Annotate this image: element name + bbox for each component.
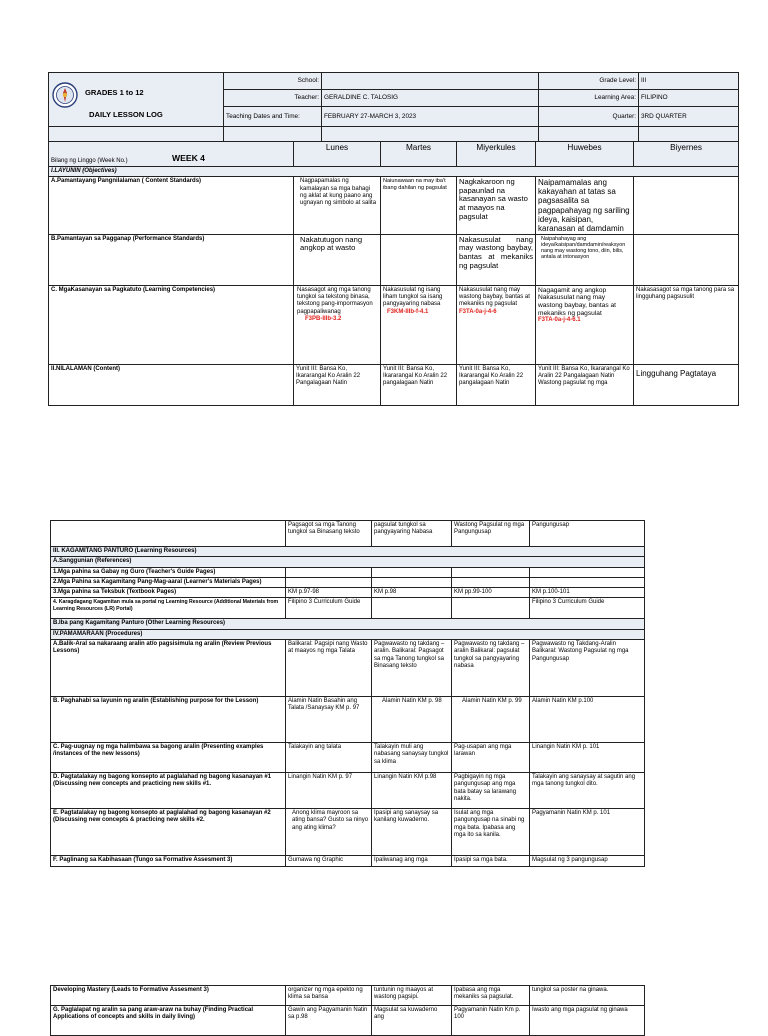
dll-label: DAILY LESSON LOG	[89, 110, 163, 119]
cell-huwebes	[530, 577, 645, 587]
cell-lunes: Balikaral: Pagsipi nang Wasto at maayos ng mga Talata	[286, 640, 372, 697]
cell-lunes: Anong klima mayroon sa ating bansa? Gusto sa ninyo ang ating klima?	[286, 809, 372, 856]
school-label: School:	[224, 73, 322, 90]
cell-lunes: Linangin Natin KM p. 97	[286, 773, 372, 809]
row-label: E. Pagtatalakay ng bagong konsepto at paglalahad ng bagong kasanayan #2 (Discussing new concepts & practicing new skills #2.	[51, 809, 286, 856]
grade-level-label: Grade Level:	[539, 73, 639, 90]
cell-huwebes	[530, 567, 645, 577]
row-label: D. Pagtatalakay ng bagong konsepto at paglalahad ng bagong kasanayan #1 (Discussing new concepts and practicing new skills #1.	[51, 773, 286, 809]
teacher-label: Teacher:	[224, 90, 322, 107]
row-label: A.Pamantayang Pangnilalaman ( Content Standards)	[49, 177, 294, 235]
cell-text: Nakasasagot sa mga tanong para sa lingguhang pagsusulit	[636, 286, 735, 301]
row-label: C. MgaKasanayan sa Pagkatuto (Learning Competencies)	[49, 285, 294, 364]
cell-miyerkules: KM pp.99-100	[452, 588, 530, 598]
cell-martes	[381, 285, 457, 364]
table-row	[51, 809, 645, 856]
cell-miyerkules	[452, 577, 530, 587]
row-label: F. Paglinang sa Kabihasaan (Tungo sa Formative Assesment 3)	[51, 856, 286, 867]
cell-martes: Alamin Natin KM p. 98	[372, 697, 452, 743]
cell-lunes: Talakayin ang talata	[286, 743, 372, 773]
cell-huwebes: Alamin Natin KM p.100	[530, 697, 645, 743]
cell-martes: KM p.98	[372, 588, 452, 598]
competency-code: F3TA-0a-j-4-6.1	[538, 317, 581, 324]
cell-miyerkules	[452, 598, 530, 619]
cell-miyerkules: Isulat ang mga pangungusap na sinabi ng mga bata. Ipabasa ang mga ito sa kanila.	[452, 809, 530, 856]
grade-level-value: III	[639, 73, 739, 90]
row-label: B. Paghahabi sa layunin ng aralin (Establishing purpose for the Lesson)	[51, 697, 286, 743]
cell-lunes	[286, 577, 372, 587]
cell-huwebes: Yunit III: Bansa Ko, Ikararangal Ko Aralin 22 Pangalagaan Natin Wastong pagsulat ng mga	[536, 364, 634, 405]
cell-lunes: Nakatutugon nang angkop at wasto	[294, 234, 381, 285]
cell-miyerkules	[457, 285, 536, 364]
cell-miyerkules: Alamin Natin KM p. 99	[452, 697, 530, 743]
cell-martes: Talakayin muli ang nabasang sanaysay tungkol sa klima	[372, 743, 452, 773]
cell-martes: Naiunawaan na may iba't ibang dahilan ng pagsulat	[381, 177, 457, 235]
table-row	[51, 577, 645, 587]
week-value: WEEK 4	[172, 153, 205, 163]
cell-lunes: Yunit III: Bansa Ko, Ikararangal Ko Aralin 22 Pangalagaan Natin	[294, 364, 381, 405]
cell-biyernes	[634, 234, 739, 285]
cell-lunes: Nagpapamalas ng kamalayan sa mga bahagi ng aklat at kung paano ang ugnayan ng simbolo at salita	[294, 177, 381, 235]
cell-martes	[381, 234, 457, 285]
header-block	[48, 72, 739, 144]
cell-huwebes: tungkol sa poster na ginawa.	[530, 986, 645, 1006]
cell-martes	[372, 577, 452, 587]
day-header-huwebes: Huwebes	[536, 142, 634, 167]
procedures-heading: IV.PAMAMARAAN (Procedures)	[51, 629, 645, 639]
cell-huwebes: Talakayin ang sanaysay at sagutin ang mga tanong tungkol dito.	[530, 773, 645, 809]
cell-huwebes: Pangungusap	[530, 521, 645, 547]
table-row	[49, 285, 739, 364]
other-resources-heading: B.Iba pang Kagamitang Panturo (Other Learning Resources)	[51, 619, 645, 629]
cell-huwebes: Magsulat ng 3 pangungusap	[530, 856, 645, 867]
cell-miyerkules: Wastong Pagsulat ng mga Pangungusap	[452, 521, 530, 547]
table-row	[51, 640, 645, 697]
cell-lunes: Gumawa ng Graphic	[286, 856, 372, 867]
cell-text: Nakasusulat ng isang liham tungkol sa isang pangyayaring nabasa	[383, 286, 443, 308]
row-label: Developing Mastery (Leads to Formative Assesment 3)	[51, 986, 286, 1006]
table-row	[51, 598, 645, 619]
objectives-heading: I.LAYUNIN (Objectives)	[49, 167, 739, 177]
references-heading: A.Sanggunian (References)	[51, 557, 645, 567]
cell-lunes: KM p.97-98	[286, 588, 372, 598]
cell-huwebes: Naipamamalas ang kakayahan at tatas sa pagsasalita sa pagpapahayag ng sariling ideya, kaisipan, karanasan at damdamin	[536, 177, 634, 235]
table-row	[51, 697, 645, 743]
cell-huwebes	[536, 285, 634, 364]
row-label: 3.Mga pahina sa Teksbuk (Textbook Pages)	[51, 588, 286, 598]
cell-martes: Magsulat sa kuwaderno ang	[372, 1006, 452, 1036]
table-row	[49, 364, 739, 405]
learning-area-value: FILIPINO	[639, 90, 739, 107]
cell-lunes: organizer ng mga epekto ng klima sa bansa	[286, 986, 372, 1006]
table-row	[51, 567, 645, 577]
cell-miyerkules: Yunit III: Bansa Ko, Ikararangal Ko Aralin 22 pangalagaan Natin	[457, 364, 536, 405]
logo-cell	[49, 73, 224, 127]
row-label: A.Balik-Aral sa nakaraang aralin at/o pagsisimula ng aralin (Review Previous Lessons)	[51, 640, 286, 697]
page3-table	[50, 985, 645, 1036]
table-row	[51, 1006, 645, 1036]
day-header-biyernes: Biyernes	[634, 142, 739, 167]
cell-miyerkules: Ipabasa ang mga mekaniks sa pagsulat.	[452, 986, 530, 1006]
cell-martes: Ipasipi ang sanaysay sa kanilang kuwaderno.	[372, 809, 452, 856]
cell-lunes: Pagsagot sa mga Tanong tungkol sa Binasang teksto	[286, 521, 372, 547]
cell-martes: Yunit III: Bansa Ko, Ikararangal Ko Aralin 22 pangalagaan Natin	[381, 364, 457, 405]
cell-text: Nasasagot ang mga tanong tungkol sa tekstong binasa, tekstong pang-impormasyon pagpapaliwanag	[297, 286, 373, 315]
cell-martes: Ipaliwanag ang mga	[372, 856, 452, 867]
cell-huwebes: Linangin Natin KM p. 101	[530, 743, 645, 773]
teacher-value: GERALDINE C. TALOSIG	[322, 90, 539, 107]
cell-miyerkules: Pag-usapan ang mga larawan	[452, 743, 530, 773]
row-label: B.Pamantayan sa Pagganap (Performance Standards)	[49, 234, 294, 285]
cell-huwebes: Pagwawasto ng Takdang-Aralin Balikaral: Wastong Pagsulat ng mga Pangungusap	[530, 640, 645, 697]
school-value	[322, 73, 539, 90]
cell-martes	[372, 567, 452, 577]
table-row	[51, 773, 645, 809]
cell-lunes: Alamin Natin Basahin ang Talata /Sanaysay KM p. 97	[286, 697, 372, 743]
cell-biyernes	[634, 285, 739, 364]
table-row	[49, 234, 739, 285]
dates-label: Teaching Dates and Time:	[224, 107, 322, 127]
cell-huwebes: Naipahahayag ang ideya/kaisipan/damdamin/reaksyon nang may wastong tono, diin, bilis, antala at intonasyon	[536, 234, 634, 285]
cell-martes: tuntunin ng maayos at wastong pagsipi.	[372, 986, 452, 1006]
cell-lunes	[294, 285, 381, 364]
competency-code: F3PB-IIIb-3.2	[305, 316, 342, 323]
resources-procedures-table	[50, 520, 645, 867]
deped-seal-icon	[52, 82, 78, 111]
cell-lunes: Gawin ang Pagyamanin Natin sa p.98	[286, 1006, 372, 1036]
cell-martes: Pagwawasto ng takdang –aralin. Balikaral: Pagsagot sa mga Tanong tungkol sa Binasang teksto	[372, 640, 452, 697]
cell-text: Nagagamit ang angkop Nakasusulat nang may wastong baybay, bantas at mekaniks ng pagsulat	[538, 286, 616, 317]
cell-biyernes: Lingguhang Pagtataya	[634, 364, 739, 405]
grades-label: GRADES 1 to 12	[85, 88, 144, 97]
cell-miyerkules: Pagwawasto ng takdang –aralin Balikaral: pagsulat tungkol sa pangyayaring nabasa	[452, 640, 530, 697]
table-row	[51, 743, 645, 773]
competency-code: F3KM-IIIb-f-4.1	[387, 308, 429, 315]
row-label: C. Pag-uugnay ng mga halimbawa sa bagong aralin (Presenting examples /instances of the new lessons)	[51, 743, 286, 773]
row-label: 1.Mga pahina sa Gabay ng Guro (Teacher's Guide Pages)	[51, 567, 286, 577]
day-header-martes: Martes	[381, 142, 457, 167]
cell-huwebes: Pagyamanin Natin KM p. 101	[530, 809, 645, 856]
table-row	[51, 986, 645, 1006]
row-label: 4. Karagdagang Kagamitan mula sa portal ng Learning Resource (Additional Materials from Learning Resources (LR) Portal)	[51, 598, 286, 619]
cell-miyerkules	[452, 567, 530, 577]
table-row	[51, 588, 645, 598]
cell-text: Nakasusulat nang may wastong baybay, bantas at mekaniks ng pagsulat	[459, 286, 530, 308]
table-row	[51, 856, 645, 867]
cell-martes: pagsulat tungkol sa pangyayaring Nabasa	[372, 521, 452, 547]
cell-huwebes: Iwasto ang mga pagsulat ng ginawa	[530, 1006, 645, 1036]
dates-value: FEBRUARY 27-MARCH 3, 2023	[322, 107, 539, 127]
cell-biyernes	[634, 177, 739, 235]
cell-huwebes: KM p.100-101	[530, 588, 645, 598]
resources-heading: III. KAGAMITANG PANTURO (Learning Resources)	[51, 547, 645, 557]
table-row	[49, 177, 739, 235]
row-label: II.NILALAMAN (Content)	[49, 364, 294, 405]
objectives-table	[48, 141, 739, 406]
cell-martes	[372, 598, 452, 619]
week-cell	[49, 142, 294, 167]
row-label: G. Paglalapat ng aralin sa pang araw-araw na buhay (Finding Practical Applications of concepts and skills in daily living)	[51, 1006, 286, 1036]
learning-area-label: Learning Area:	[539, 90, 639, 107]
day-header-lunes: Lunes	[294, 142, 381, 167]
cell-miyerkules: Pagbigayin ng mga pangungusap ang mga bata batay sa larawang nakita.	[452, 773, 530, 809]
cell-miyerkules: Ipasipi sa mga bata.	[452, 856, 530, 867]
cell-miyerkules: Nakasusulat nang may wastong baybay, bantas at mekaniks ng pagsulat	[457, 234, 536, 285]
competency-code: F3TA-0a-j-4-6	[459, 308, 497, 315]
cell-miyerkules: Pagyamanin Natin Km p. 100	[452, 1006, 530, 1036]
row-label: 2.Mga Pahina sa Kagamitang Pang-Mag-aaral (Learner's Materials Pages)	[51, 577, 286, 587]
cell-lunes: Filipino 3 Curriculum Guide	[286, 598, 372, 619]
quarter-value: 3RD QUARTER	[639, 107, 739, 127]
day-header-miyerkules: Miyerkules	[457, 142, 536, 167]
cell-huwebes: Filipino 3 Curriculum Guide	[530, 598, 645, 619]
quarter-label: Quarter:	[539, 107, 639, 127]
week-label: Bilang ng Linggo (Week No.)	[51, 157, 128, 164]
cell-lunes	[286, 567, 372, 577]
cell-miyerkules: Nagkakaroon ng papaunlad na kasanayan sa wasto at maayos na pagsulat	[457, 177, 536, 235]
cell-martes: Linangin Natin KM p.98	[372, 773, 452, 809]
